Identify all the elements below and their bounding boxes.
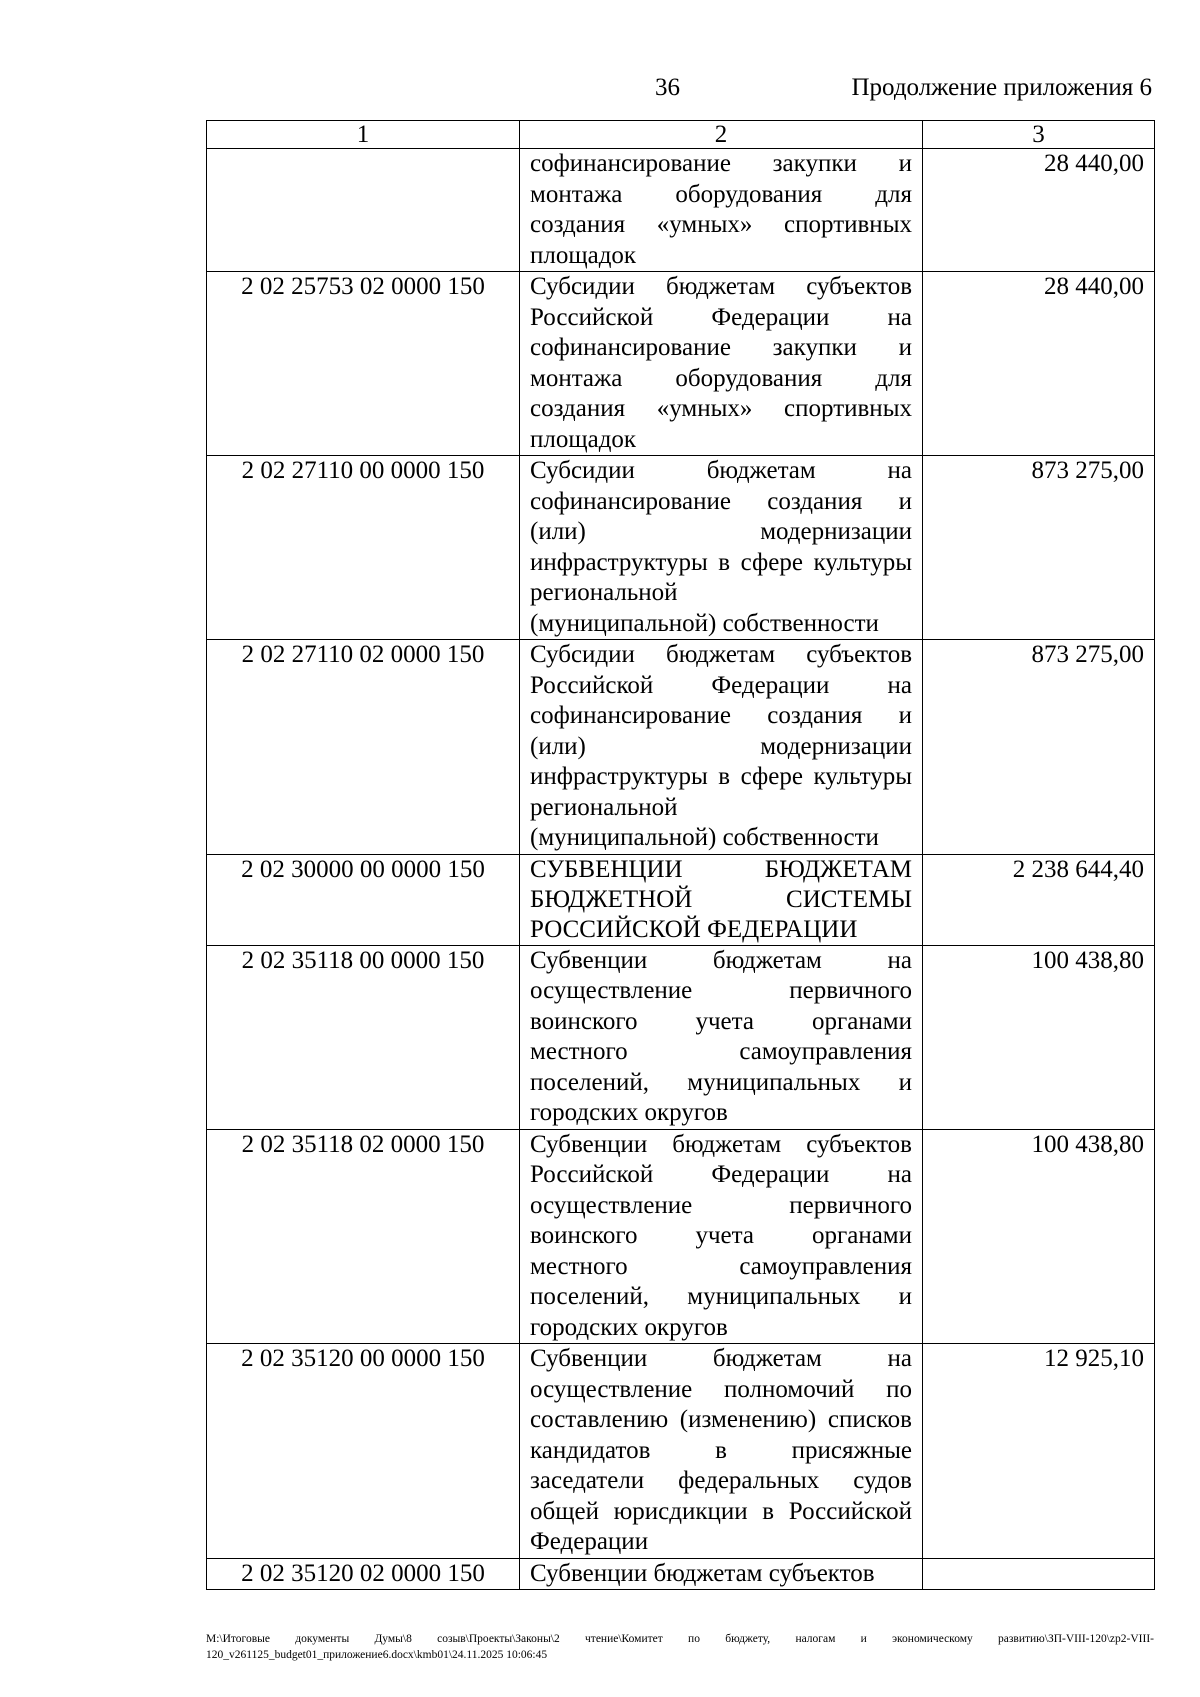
footer-file-path: М:\Итоговые документы Думы\8 созыв\Проекты\Законы\2 чтение\Комитет по бюджету, налогам и экономическому развитию\ЗП-VIII-120\zp2-VIII-120_v261125_budget01_приложение6.docx\kmb01\24.11.2025 10:06:45 — [206, 1633, 1154, 1661]
table-row — [207, 945, 1155, 1129]
row-description-last-line: Субвенции бюджетам субъектов — [530, 1559, 875, 1587]
row-amount: 12 925,10 — [923, 1344, 1155, 1559]
row-description — [520, 945, 923, 1129]
row-amount: 873 275,00 — [923, 640, 1155, 855]
row-amount — [923, 1558, 1155, 1590]
row-description-last-line: (муниципальной) собственности — [530, 824, 879, 851]
table-row — [207, 1129, 1155, 1344]
row-code: 2 02 35118 00 0000 150 — [207, 945, 520, 1129]
row-amount: 2 238 644,40 — [923, 854, 1155, 945]
row-description-last-line: Федерации — [530, 1528, 649, 1555]
row-description-last-line: (муниципальной) собственности — [530, 609, 879, 637]
row-description — [520, 1129, 923, 1344]
row-description-last-line: городских округов — [530, 1313, 728, 1341]
row-code: 2 02 27110 02 0000 150 — [207, 640, 520, 855]
table-row — [207, 854, 1155, 945]
row-description-last-line: РОССИЙСКОЙ ФЕДЕРАЦИИ — [530, 915, 858, 943]
row-code — [207, 149, 520, 272]
table-row — [207, 149, 1155, 272]
row-amount: 28 440,00 — [923, 149, 1155, 272]
row-description-main: софинансирование закупки и монтажа оборудования для создания «умных» спортивных — [530, 150, 912, 238]
row-description-main: СУБВЕНЦИИ БЮДЖЕТАМ БЮДЖЕТНОЙ СИСТЕМЫ — [530, 855, 912, 913]
row-description-main: Субсидии бюджетам субъектов Российской Федерации на софинансирование закупки и монтажа оборудования для создания «умных» спортивных — [530, 273, 912, 422]
row-description — [520, 272, 923, 456]
table-row — [207, 272, 1155, 456]
row-description — [520, 640, 923, 855]
row-description-main: Субсидии бюджетам субъектов Российской Федерации на софинансирование создания и (или) модернизации инфраструктуры в сфере культуры региональной — [530, 641, 912, 821]
row-description — [520, 1558, 923, 1590]
column-header-description: 2 — [520, 121, 923, 149]
row-description — [520, 149, 923, 272]
row-description — [520, 456, 923, 640]
row-amount: 100 438,80 — [923, 945, 1155, 1129]
row-description-main: Субсидии бюджетам на софинансирование создания и (или) модернизации инфраструктуры в сфере культуры региональной — [530, 457, 912, 606]
table-row — [207, 1558, 1155, 1590]
row-description — [520, 1344, 923, 1559]
row-amount: 873 275,00 — [923, 456, 1155, 640]
row-description-last-line: площадок — [530, 425, 637, 453]
table-row — [207, 1344, 1155, 1559]
column-header-amount: 3 — [923, 121, 1155, 149]
row-description-last-line: городских округов — [530, 1099, 728, 1126]
table-row — [207, 640, 1155, 855]
row-code: 2 02 35118 02 0000 150 — [207, 1129, 520, 1344]
row-description-main: Субвенции бюджетам на осуществление первичного воинского учета органами местного самоуправления поселений, муниципальных и — [530, 946, 912, 1096]
row-code: 2 02 30000 00 0000 150 — [207, 854, 520, 945]
table-row — [207, 456, 1155, 640]
page-number: 36 — [655, 74, 680, 101]
row-code: 2 02 35120 00 0000 150 — [207, 1344, 520, 1559]
row-code: 2 02 35120 02 0000 150 — [207, 1558, 520, 1590]
row-code: 2 02 27110 00 0000 150 — [207, 456, 520, 640]
row-amount: 100 438,80 — [923, 1129, 1155, 1344]
column-header-code: 1 — [207, 121, 520, 149]
row-description — [520, 854, 923, 945]
row-description-main: Субвенции бюджетам на осуществление полномочий по составлению (изменению) списков кандидатов в присяжные заседатели федеральных судов общей юрисдикции в Российской — [530, 1345, 912, 1525]
row-description-last-line: площадок — [530, 241, 637, 269]
table-header-row — [207, 121, 1155, 149]
row-amount: 28 440,00 — [923, 272, 1155, 456]
budget-table — [206, 120, 1155, 1590]
row-code: 2 02 25753 02 0000 150 — [207, 272, 520, 456]
appendix-label: Продолжение приложения 6 — [851, 74, 1152, 101]
row-description-main: Субвенции бюджетам субъектов Российской Федерации на осуществление первичного воинского учета органами местного самоуправления поселений, муниципальных и — [530, 1130, 912, 1310]
